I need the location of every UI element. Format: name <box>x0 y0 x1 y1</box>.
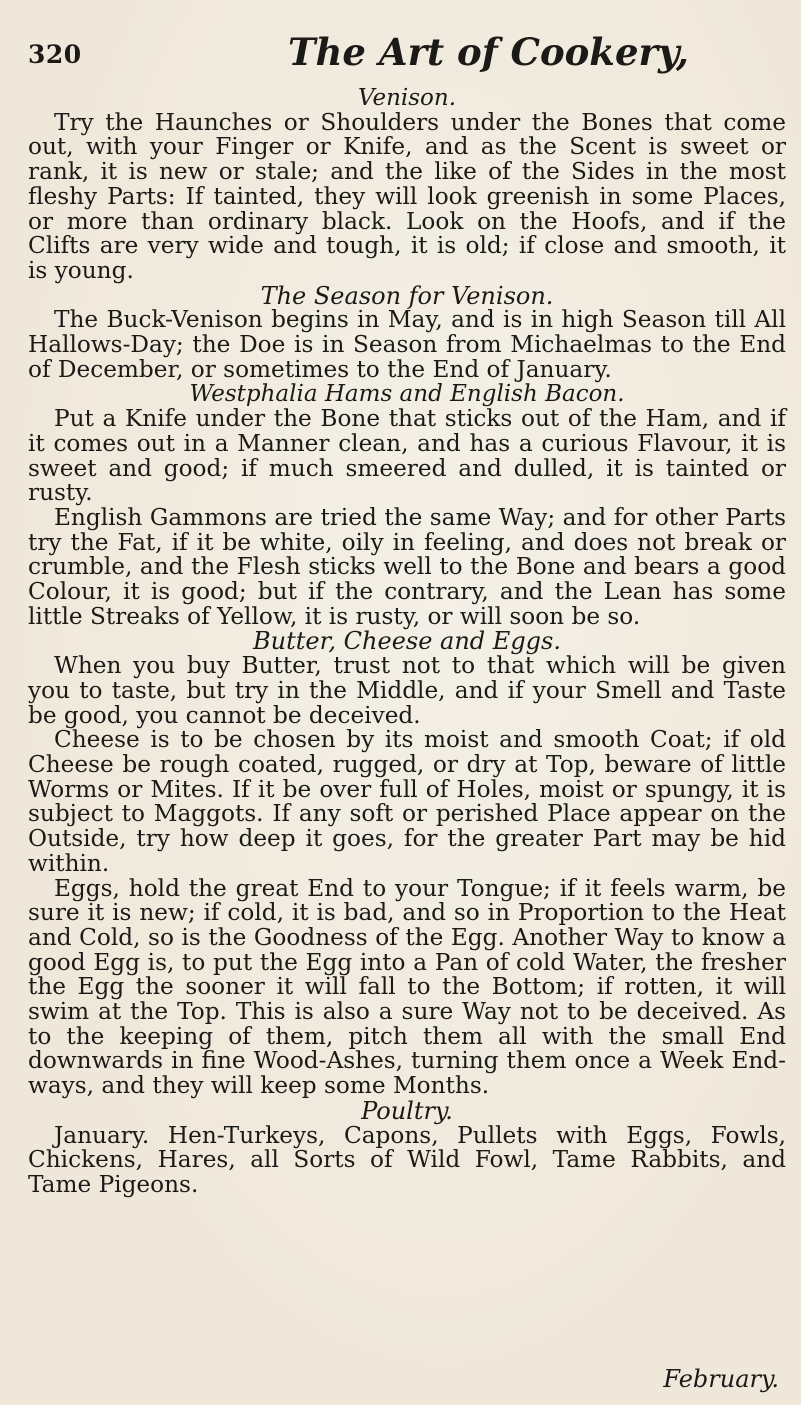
paragraph-season: The Buck-Venison begins in May, and is in high Season till All Hallows-Day; the Doe is in Season from Michaelmas to the End of December, or sometimes to the End of January. <box>28 306 786 383</box>
section-heading-venison: Venison. <box>357 85 457 111</box>
paragraph-poultry-january: January. Hen-Turkeys, Capons, Pullets with Eggs, Fowls, Chickens, Hares, all Sorts of Wild Fowl, Tame Rabbits, and Tame Pigeons. <box>28 1121 786 1198</box>
catchword: February. <box>663 1365 779 1393</box>
paragraph-eggs: Eggs, hold the great End to your Tongue; if it feels warm, be sure it is new; if cold, it is bad, and so in Proportion to the Heat and Cold, so is the Goodness of the Egg. Another Way to know a good Egg is, to put the Egg into a Pan of cold Water, the fresher the Egg the sooner it will fall to the Bottom; if rotten, it will swim at the Top. This is also a sure Way not to be deceived. As to the keeping of them, pitch them all with the small End downwards in fine Wood-Ashes, turning them once a Week End-ways, and they will keep some Months. <box>28 874 786 1100</box>
section-heading-bacon: Westphalia Hams and English Bacon. <box>189 381 625 408</box>
section-heading-dairy: Butter, Cheese and Eggs. <box>252 627 561 656</box>
book-title: The Art of Cookery, <box>288 30 689 74</box>
page-body <box>28 86 786 1198</box>
paragraph-butter: When you buy Butter, trust not to that which will be given you to taste, but try in the Middle, and if your Smell and Taste be good, you cannot be deceived. <box>28 652 786 729</box>
running-head <box>28 30 788 76</box>
paragraph-cheese: Cheese is to be chosen by its moist and smooth Coat; if old Cheese be rough coated, rugged, or dry at Top, beware of little Worms or Mites. If it be over full of Holes, moist or spungy, it is subject to Maggots. If any soft or perished Place appear on the Outside, try how deep it goes, for the greater Part may be hid within. <box>28 726 786 877</box>
paragraph-venison: Try the Haunches or Shoulders under the Bones that come out, with your Finger or Knife, and as the Scent is sweet or rank, it is new or stale; and the like of the Sides in the most fleshy Parts: If tainted, they will look greenish in some Places, or more than ordinary black. Look on the Hoofs, and if the Clifts are very wide and tough, it is old; if close and smooth, it is young. <box>28 108 786 284</box>
section-heading-poultry: Poultry. <box>361 1096 453 1125</box>
paragraph-bacon-2: English Gammons are tried the same Way; and for other Parts try the Fat, if it be white, oily in feeling, and does not break or crumble, and the Flesh sticks well to the Bone and bears a good Colour, it is good; but if the contrary, and the Lean has some little Streaks of Yellow, it is rusty, or will soon be so. <box>28 503 786 630</box>
section-heading-season: The Season for Venison. <box>260 281 554 310</box>
page-number: 320 <box>28 40 82 69</box>
paragraph-bacon-1: Put a Knife under the Bone that sticks out of the Ham, and if it comes out in a Manner clean, and has a curious Flavour, it is sweet and good; if much smeered and dulled, it is tainted or rusty. <box>28 405 786 507</box>
